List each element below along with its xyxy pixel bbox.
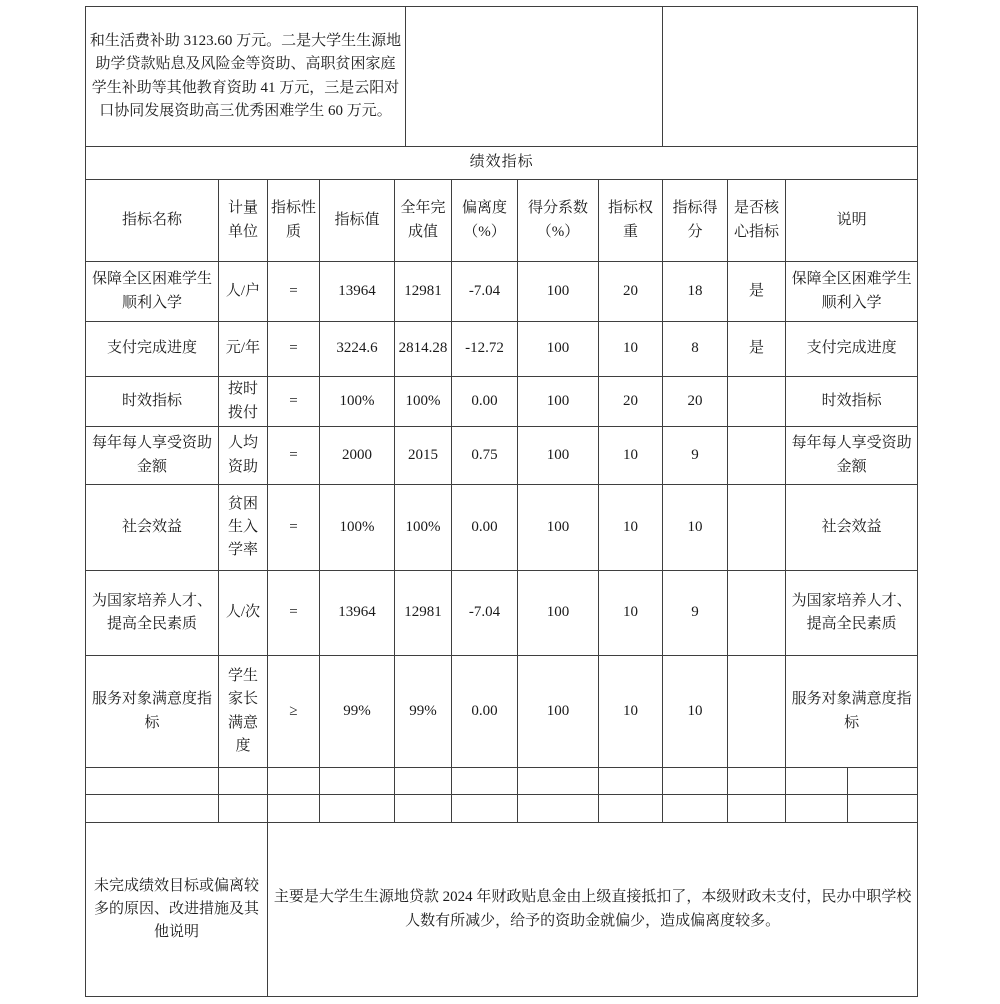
cell-note: 时效指标 (786, 377, 918, 427)
header-annual-completion: 全年完成值 (395, 180, 452, 262)
header-weight: 指标权重 (599, 180, 663, 262)
empty-cell (663, 768, 728, 795)
footer-text: 主要是大学生生源地贷款 2024 年财政贴息金由上级直接抵扣了，本级财政未支付，民办中职学校人数有所减少，给予的资助金就偏少，造成偏离度较多。 (268, 823, 918, 997)
header-score-coefficient: 得分系数（%） (518, 180, 599, 262)
cell-core-flag (728, 485, 786, 571)
cell-core-flag: 是 (728, 262, 786, 322)
cell-score: 10 (663, 485, 728, 571)
empty-cell (663, 7, 918, 147)
cell-unit: 元/年 (219, 322, 268, 377)
header-nature: 指标性质 (268, 180, 320, 262)
cell-deviation: -7.04 (452, 262, 518, 322)
cell-core-flag (728, 427, 786, 485)
cell-target: 3224.6 (320, 322, 395, 377)
cell-weight: 10 (599, 427, 663, 485)
cell-note: 为国家培养人才、提高全民素质 (786, 571, 918, 656)
performance-indicator-table (85, 146, 918, 997)
cell-indicator-name: 服务对象满意度指标 (86, 656, 219, 768)
cell-coefficient: 100 (518, 485, 599, 571)
cell-nature: = (268, 485, 320, 571)
cell-note: 社会效益 (786, 485, 918, 571)
table-row (86, 7, 918, 147)
empty-cell (728, 795, 786, 823)
empty-cell (268, 795, 320, 823)
empty-cell (518, 795, 599, 823)
cell-target: 13964 (320, 571, 395, 656)
empty-row (86, 795, 918, 823)
cell-nature: = (268, 427, 320, 485)
cell-target: 100% (320, 377, 395, 427)
cell-actual: 12981 (395, 571, 452, 656)
header-score: 指标得分 (663, 180, 728, 262)
cell-target: 2000 (320, 427, 395, 485)
cell-indicator-name: 为国家培养人才、提高全民素质 (86, 571, 219, 656)
cell-target: 100% (320, 485, 395, 571)
cell-actual: 100% (395, 377, 452, 427)
cell-actual: 2015 (395, 427, 452, 485)
empty-cell (320, 795, 395, 823)
empty-cell (86, 795, 219, 823)
empty-cell (848, 768, 918, 795)
empty-cell (786, 795, 848, 823)
cell-core-flag (728, 377, 786, 427)
cell-deviation: 0.00 (452, 656, 518, 768)
cell-unit: 贫困生入学率 (219, 485, 268, 571)
cell-score: 9 (663, 427, 728, 485)
empty-cell (86, 768, 219, 795)
cell-score: 9 (663, 571, 728, 656)
cell-unit: 人/户 (219, 262, 268, 322)
cell-weight: 10 (599, 322, 663, 377)
empty-cell (219, 768, 268, 795)
footer-label: 未完成绩效目标或偏离较多的原因、改进措施及其他说明 (86, 823, 268, 997)
empty-cell (599, 768, 663, 795)
cell-note: 服务对象满意度指标 (786, 656, 918, 768)
cell-unit: 人均资助 (219, 427, 268, 485)
header-target-value: 指标值 (320, 180, 395, 262)
empty-cell (219, 795, 268, 823)
cell-nature: = (268, 262, 320, 322)
table-row (86, 377, 918, 427)
cell-weight: 20 (599, 262, 663, 322)
cell-nature: = (268, 571, 320, 656)
empty-cell (268, 768, 320, 795)
cell-deviation: 0.75 (452, 427, 518, 485)
cell-weight: 20 (599, 377, 663, 427)
empty-cell (848, 795, 918, 823)
cell-score: 10 (663, 656, 728, 768)
cell-core-flag (728, 656, 786, 768)
cell-indicator-name: 保障全区困难学生顺利入学 (86, 262, 219, 322)
header-deviation: 偏离度（%） (452, 180, 518, 262)
cell-actual: 12981 (395, 262, 452, 322)
cell-actual: 2814.28 (395, 322, 452, 377)
header-core-flag: 是否核心指标 (728, 180, 786, 262)
cell-note: 保障全区困难学生顺利入学 (786, 262, 918, 322)
cell-core-flag: 是 (728, 322, 786, 377)
cell-unit: 按时拨付 (219, 377, 268, 427)
continued-text-cell: 和生活费补助 3123.60 万元。二是大学生生源地助学贷款贴息及风险金等资助、高职贫困家庭学生补助等其他教育资助 41 万元，三是云阳对口协同发展资助高三优秀困难学生 60 万元。 (86, 7, 406, 147)
cell-weight: 10 (599, 485, 663, 571)
header-indicator-name: 指标名称 (86, 180, 219, 262)
cell-indicator-name: 支付完成进度 (86, 322, 219, 377)
header-unit: 计量单位 (219, 180, 268, 262)
cell-indicator-name: 时效指标 (86, 377, 219, 427)
cell-target: 99% (320, 656, 395, 768)
cell-coefficient: 100 (518, 322, 599, 377)
footer-row (86, 823, 918, 997)
cell-coefficient: 100 (518, 656, 599, 768)
cell-deviation: 0.00 (452, 485, 518, 571)
table-row (86, 262, 918, 322)
cell-indicator-name: 社会效益 (86, 485, 219, 571)
header-note: 说明 (786, 180, 918, 262)
cell-unit: 人/次 (219, 571, 268, 656)
cell-coefficient: 100 (518, 262, 599, 322)
cell-deviation: 0.00 (452, 377, 518, 427)
cell-score: 18 (663, 262, 728, 322)
cell-coefficient: 100 (518, 377, 599, 427)
top-section-table (85, 6, 918, 147)
section-title-row (86, 147, 918, 180)
cell-nature: = (268, 322, 320, 377)
cell-indicator-name: 每年每人享受资助金额 (86, 427, 219, 485)
cell-nature: ≥ (268, 656, 320, 768)
cell-score: 20 (663, 377, 728, 427)
empty-cell (395, 795, 452, 823)
table-row (86, 571, 918, 656)
cell-score: 8 (663, 322, 728, 377)
cell-note: 支付完成进度 (786, 322, 918, 377)
empty-cell (728, 768, 786, 795)
cell-target: 13964 (320, 262, 395, 322)
cell-deviation: -12.72 (452, 322, 518, 377)
cell-note: 每年每人享受资助金额 (786, 427, 918, 485)
header-row (86, 180, 918, 262)
table-sheet (85, 6, 917, 997)
cell-deviation: -7.04 (452, 571, 518, 656)
cell-weight: 10 (599, 571, 663, 656)
cell-coefficient: 100 (518, 427, 599, 485)
cell-weight: 10 (599, 656, 663, 768)
section-title: 绩效指标 (86, 147, 918, 180)
empty-cell (663, 795, 728, 823)
table-row (86, 485, 918, 571)
cell-coefficient: 100 (518, 571, 599, 656)
cell-actual: 100% (395, 485, 452, 571)
table-row (86, 656, 918, 768)
cell-nature: = (268, 377, 320, 427)
cell-unit: 学生家长满意度 (219, 656, 268, 768)
table-row (86, 427, 918, 485)
empty-cell (518, 768, 599, 795)
empty-cell (320, 768, 395, 795)
table-row (86, 322, 918, 377)
cell-core-flag (728, 571, 786, 656)
empty-cell (452, 795, 518, 823)
empty-row (86, 768, 918, 795)
empty-cell (786, 768, 848, 795)
empty-cell (452, 768, 518, 795)
empty-cell (395, 768, 452, 795)
empty-cell (599, 795, 663, 823)
empty-cell (406, 7, 663, 147)
cell-actual: 99% (395, 656, 452, 768)
